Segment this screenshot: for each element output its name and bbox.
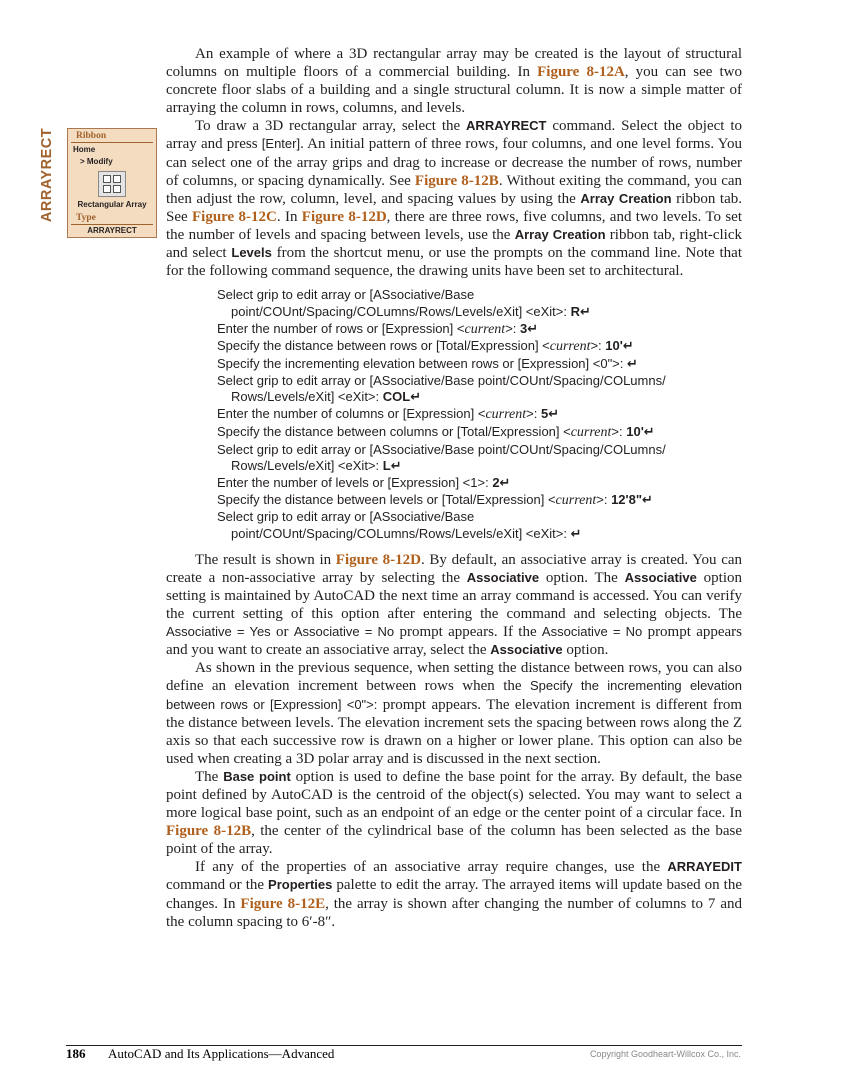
command-line: [217, 338, 742, 356]
text-run: , there are three rows, five columns, and two levels. To set the number of levels and spacing between levels, use the: [166, 208, 742, 243]
figure-reference: Figure 8-12B: [414, 172, 499, 189]
command-sequence: [217, 287, 742, 543]
command-line: [217, 373, 742, 406]
paragraphs-after: [166, 551, 742, 931]
sidebar-vertical-label: [34, 127, 60, 223]
text-run: . An initial pattern of three rows, four columns, and one level forms. You can select one of the array grips and drag to increase or decrease the number of rows, number of columns, or spacing dynamically. See: [166, 136, 742, 189]
command-line: [217, 442, 742, 475]
text-run: palette to edit the array. The arrayed items will update based on the changes. In: [166, 877, 742, 912]
user-input: 2↵: [492, 474, 511, 490]
paragraph: [166, 45, 742, 117]
command-prompt: Specify the incrementing elevation between rows or [Expression] <0">:: [217, 356, 628, 372]
command-term: Levels: [231, 245, 272, 261]
text-run: , you can see two concrete floor slabs of a building and a single structural column. It is now a simple matter of arraying the column in rows, columns, and levels.: [166, 64, 743, 117]
page-number: 186: [66, 1046, 86, 1061]
command-line: [217, 321, 742, 339]
command-reference-box: [67, 128, 157, 238]
ribbon-heading: Ribbon: [71, 129, 153, 143]
ribbon-path-home: Home: [73, 145, 96, 154]
text-run: To draw a 3D rectangular array, select the: [195, 118, 467, 135]
current-value-placeholder: current: [555, 492, 597, 508]
user-input: 12'8"↵: [611, 491, 653, 507]
prompt-text: Associative = Yes: [166, 624, 271, 640]
paragraphs-before: [166, 45, 742, 280]
figure-reference: Figure 8-12A: [537, 64, 625, 81]
figure-reference: Figure 8-12C: [192, 208, 277, 225]
command-line: [217, 475, 742, 492]
book-title: AutoCAD and Its Applications—Advanced: [108, 1046, 335, 1061]
command-line: [217, 287, 742, 320]
prompt-text: [Enter]: [261, 136, 301, 152]
text-run: ribbon tab. See: [166, 190, 742, 225]
ribbon-button-caption: Rectangular Array: [77, 200, 147, 209]
command-prompt: Select grip to edit array or [ASsociative/Base point/COUnt/Spacing/COLumns/ Rows/Levels/eXit] <eXit>:: [217, 441, 666, 474]
user-input: COL↵: [382, 389, 422, 405]
text-run: , the array is shown after changing the number of columns to 7 and the column spacing to 6′-8″.: [166, 895, 742, 930]
command-prompt-end: >:: [596, 491, 612, 507]
user-input: 3↵: [520, 320, 539, 336]
command-term: Array Creation: [514, 226, 606, 242]
paragraph: [166, 117, 742, 280]
command-prompt: Enter the number of levels or [Expression] <1>:: [217, 474, 493, 490]
text-run: An example of where a 3D rectangular array may be created is the layout of structural columns on multiple floors of a commercial building. In: [166, 46, 742, 81]
command-prompt-end: >:: [590, 338, 606, 354]
text-run: . In: [276, 208, 302, 225]
command-line: [217, 509, 742, 542]
body-text-column: [166, 45, 742, 931]
figure-reference: Figure 8-12E: [240, 895, 326, 912]
figure-reference: Figure 8-12D: [301, 208, 387, 225]
command-prompt: Enter the number of columns or [Expression] <: [217, 406, 486, 422]
user-input: 10'↵: [626, 423, 655, 439]
command-prompt-end: >:: [526, 406, 541, 422]
command-line: [217, 424, 742, 442]
command-prompt: Select grip to edit array or [ASsociative/Base point/COUnt/Spacing/COLumns/Rows/Levels/eXit] <eXit>:: [217, 287, 571, 319]
text-run: If any of the properties of an associative array require changes, use the: [195, 859, 668, 876]
text-run: The: [195, 768, 224, 785]
text-run: prompt appears. The elevation increment is different from the distance between levels. The elevation increment sets the spacing between rows along the Z axis so that each successive row is drawn on a higher or lower plane. This option can also be used when creating a 3D polar array and is discussed in the next section.: [166, 696, 742, 767]
command-prompt: Specify the distance between levels or [Total/Expression] <: [217, 491, 556, 507]
user-input: ↵: [627, 356, 638, 372]
command-term: Associative: [490, 642, 563, 658]
paragraph: [166, 858, 742, 930]
text-run: from the shortcut menu, or use the prompts on the command line. Note that for the following command sequence, the drawing units have been set to architectural.: [166, 245, 742, 280]
text-run: ribbon tab, right-click and select: [166, 226, 743, 262]
text-run: The result is shown in: [195, 551, 336, 568]
prompt-text: Associative = No: [541, 624, 643, 640]
text-run: command. Select the object to array and press: [166, 118, 742, 153]
text-run: As shown in the previous sequence, when setting the distance between rows, you can also define an elevation increment between rows when the: [166, 660, 742, 695]
command-term: Base point: [223, 768, 291, 784]
text-run: prompt appears. If the: [394, 624, 542, 641]
figure-reference: Figure 8-12B: [166, 823, 252, 840]
text-run: or: [270, 624, 294, 641]
command-prompt: Specify the distance between rows or [Total/Expression] <: [217, 338, 550, 354]
type-heading: Type: [71, 209, 153, 225]
current-value-placeholder: current: [485, 407, 527, 423]
command-line: [217, 356, 742, 373]
ribbon-path-panel: > Modify: [80, 157, 113, 166]
text-run: option is used to define the base point for the array. By default, the base point defined by AutoCAD is the centroid of the object(s) selected. You may want to select a more logical base point, such as an endpoint of an edge or the center point of a circular face. In: [166, 768, 742, 822]
current-value-placeholder: current: [570, 424, 612, 440]
command-line: [217, 492, 742, 510]
rectangular-array-icon: [98, 171, 126, 197]
user-input: L↵: [382, 458, 402, 474]
text-run: command or the: [166, 877, 269, 894]
current-value-placeholder: current: [464, 321, 506, 337]
command-term: Array Creation: [580, 190, 672, 206]
paragraph: [166, 659, 742, 768]
command-prompt: Enter the number of rows or [Expression] <: [217, 320, 465, 336]
command-term: ARRAYEDIT: [667, 859, 742, 875]
paragraph: [166, 551, 742, 660]
prompt-text: Associative = No: [293, 624, 395, 640]
command-line: [217, 406, 742, 424]
paragraph: [166, 768, 742, 858]
text-run: , the center of the cylindrical base of the column has been selected as the base point of the array.: [166, 823, 743, 858]
command-prompt-end: >:: [611, 423, 627, 439]
text-run: . By default, an associative array is created. You can create a non-associative array by selecting the: [166, 551, 743, 586]
command-term: ARRAYRECT: [466, 118, 547, 134]
text-run: prompt appears and you want to create an associative array, select the: [166, 624, 743, 659]
user-input: ↵: [570, 526, 582, 542]
user-input: 5↵: [540, 406, 560, 422]
user-input: R↵: [570, 303, 591, 319]
current-value-placeholder: current: [549, 339, 591, 355]
text-run: . Without exiting the command, you can then adjust the row, column, level, and spacing values by using the: [166, 172, 743, 207]
text-run: option.: [562, 642, 609, 659]
prompt-text: Specify the incrementing elevation between rows or [Expression] <0">:: [166, 678, 742, 712]
command-term: Associative: [624, 569, 697, 585]
copyright: Copyright Goodheart-Willcox Co., Inc.: [589, 1049, 741, 1059]
command-term: Associative: [466, 569, 540, 585]
figure-reference: Figure 8-12D: [335, 551, 422, 568]
command-prompt: Select grip to edit array or [ASsociative/Base point/COUnt/Spacing/COLumns/Rows/Levels/eXit] <eXit>:: [217, 509, 571, 542]
text-run: option. The: [539, 569, 625, 586]
command-prompt: Select grip to edit array or [ASsociative/Base point/COUnt/Spacing/COLumns/ Rows/Levels/eXit] <eXit>:: [217, 372, 666, 405]
user-input: 10'↵: [605, 338, 634, 354]
command-term: Properties: [268, 877, 333, 893]
command-prompt: Specify the distance between columns or [Total/Expression] <: [217, 423, 571, 439]
vertical-command-name: ARRAYRECT: [39, 127, 55, 223]
command-prompt-end: >:: [505, 320, 521, 336]
text-run: option setting is maintained by AutoCAD the next time an array command is accessed. You can verify the current setting of this option after entering the command and selecting objects. The: [166, 569, 742, 623]
typed-command: ARRAYRECT: [87, 226, 137, 235]
